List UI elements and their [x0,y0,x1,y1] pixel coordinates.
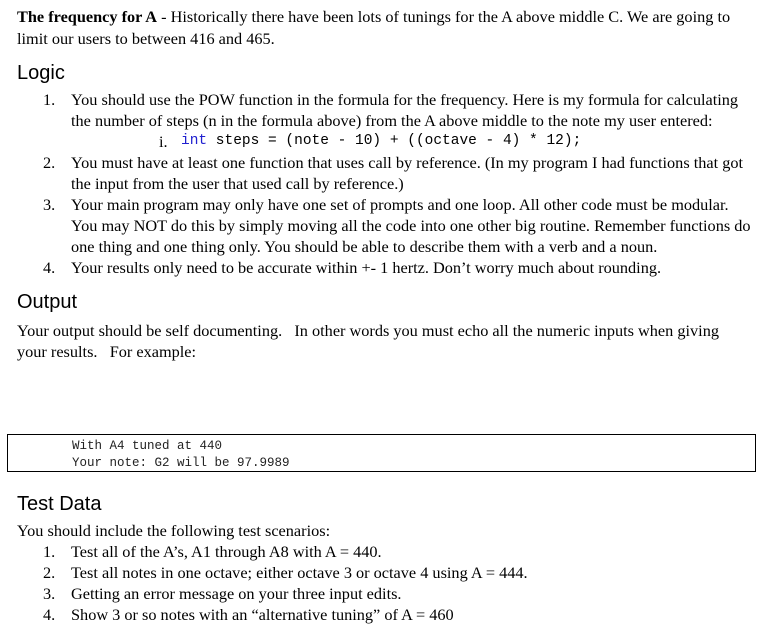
example-line-1: With A4 tuned at 440 [72,439,223,453]
test-data-section [17,492,752,625]
logic-item-3 [17,194,752,257]
list-number: 2. [43,563,56,582]
logic-list [17,89,752,278]
logic-item-2 [17,152,752,194]
list-number: 3. [43,195,56,214]
intro-paragraph [17,6,752,49]
code-keyword: int [181,133,208,149]
logic-item-4 [17,257,752,278]
intro-text: - Historically there have been lots of tunings for the A above middle C. We are going to limit our users to between 416 and 465. [17,7,731,48]
logic-item-text: You must have at least one function that uses call by reference. (In my program I had functions that got the input from the user that used call by reference.) [71,153,744,193]
test-item-3 [17,583,752,604]
test-data-list [17,541,752,625]
logic-item-text: Your results only need to be accurate within +- 1 hertz. Don’t worry much about rounding. [71,258,662,277]
list-number: 3. [43,584,56,603]
test-item-text: Test all notes in one octave; either octave 3 or octave 4 using A = 444. [71,563,528,582]
test-item-4 [17,604,752,625]
logic-item-text: You should use the POW function in the formula for the frequency. Here is my formula for calculating the number of steps (n in the formula above) from the A above middle to the note my user entered: [71,90,739,130]
sublist-roman-numeral: i. [159,132,168,151]
example-output-box [7,434,756,472]
list-number: 1. [43,542,56,561]
test-item-1 [17,541,752,562]
formula-code-line [71,131,752,152]
output-paragraph: Your output should be self documenting. In other words you must echo all the numeric inputs when giving your results. For example: [17,321,724,361]
logic-heading: Logic [17,62,65,84]
test-item-text: Test all of the A’s, A1 through A8 with A = 440. [71,542,382,561]
output-heading: Output [17,291,78,313]
code-text: steps = (note - 10) + ((octave - 4) * 12); [207,133,582,149]
logic-item-1 [17,89,752,152]
list-number: 1. [43,90,56,109]
list-number: 4. [43,258,56,277]
test-data-intro: You should include the following test scenarios: [17,521,331,540]
list-number: 4. [43,605,56,624]
list-number: 2. [43,153,56,172]
logic-item-text: Your main program may only have one set of prompts and one loop. All other code must be modular. You may NOT do this by simply moving all the code into one other big routine. Remember functions do one thing and one thing only. You should be able to describe them with a verb and a noun. [71,195,751,256]
test-item-text: Getting an error message on your three input edits. [71,584,402,603]
test-item-text: Show 3 or so notes with an “alternative tuning” of A = 460 [71,605,454,624]
test-data-heading: Test Data [17,493,102,515]
example-line-2: Your note: G2 will be 97.9989 [72,456,290,470]
test-item-2 [17,562,752,583]
document-body [17,6,752,362]
intro-bold-title: The frequency for A [17,7,158,26]
